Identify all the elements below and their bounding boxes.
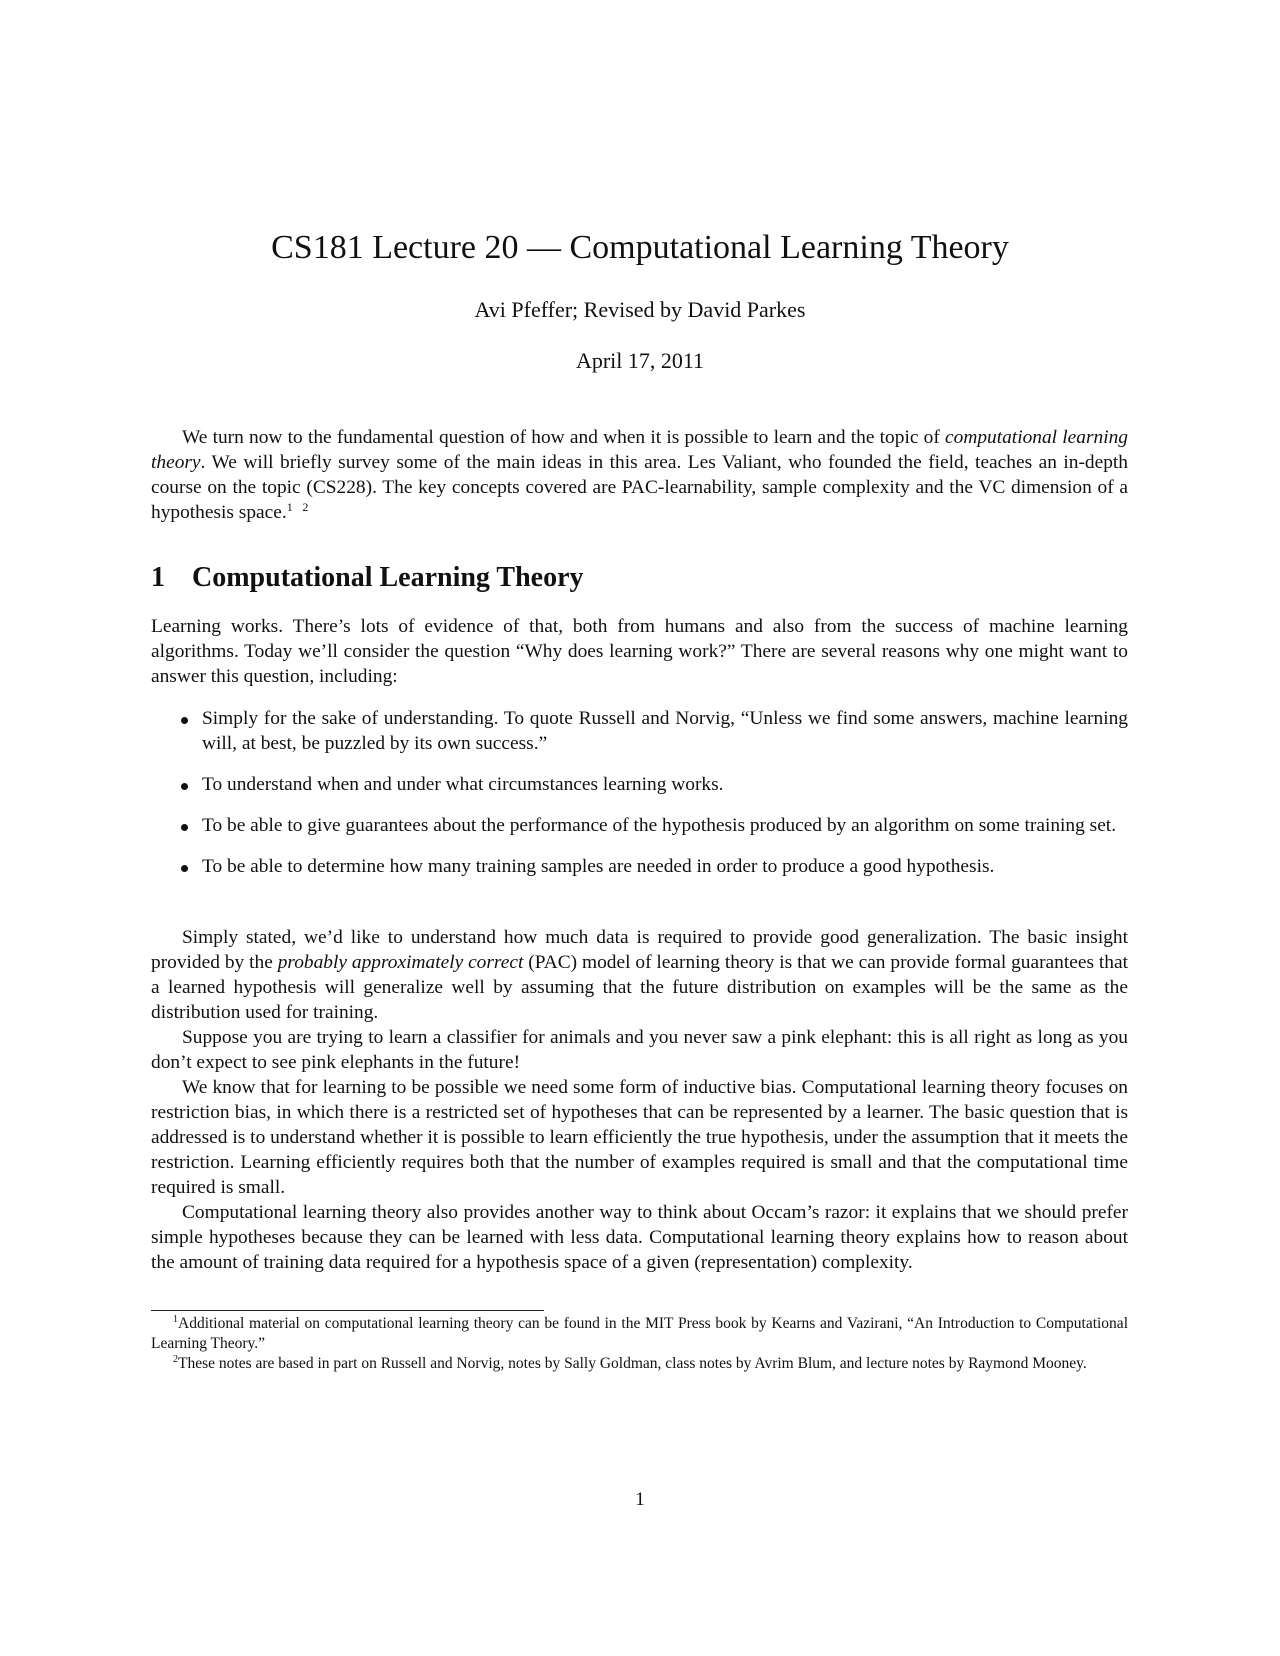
footnote-2-text: These notes are based in part on Russell and Norvig, notes by Sally Goldman, class notes by Avrim Blum, and lecture notes by Raymond Mooney. xyxy=(178,1355,1087,1372)
paragraph-elephant: Suppose you are trying to learn a classifier for animals and you never saw a pink elephant: this is all right as long as you don’t expect to see pink elephants in the future! xyxy=(151,1027,1128,1073)
list-item-text: To be able to determine how many training samples are needed in order to produce a good hypothesis. xyxy=(202,856,995,877)
section-title: Computational Learning Theory xyxy=(192,562,584,593)
page-number: 1 xyxy=(635,1489,645,1510)
paragraph-pac-start: Simply stated, we’d like to understand how much data is required to provide good generalization. The basic insight provided by the xyxy=(151,927,1128,973)
paragraph-pac xyxy=(151,925,1128,1025)
list-item-text: Simply for the sake of understanding. To quote Russell and Norvig, “Unless we find some answers, machine learning will, at best, be puzzled by its own success.” xyxy=(202,708,1128,754)
list-item xyxy=(151,854,1128,879)
list-item xyxy=(151,772,1128,797)
bullet-icon xyxy=(181,865,188,872)
abstract-text-start: We turn now to the fundamental question of how and when it is possible to learn and the topic of xyxy=(182,427,946,448)
footnote-ref-1[interactable]: 1 xyxy=(286,500,293,514)
paragraph-inductive-bias: We know that for learning to be possible we need some form of inductive bias. Computational learning theory focuses on restriction bias, in which there is a restricted set of hypotheses that can be represented by a learner. The basic question that is addressed is to understand whether it is possible to learn efficiently the true hypothesis, under the assumption that it meets the restriction. Learning efficiently requires both that the number of examples required is small and that the computational time required is small. xyxy=(151,1077,1128,1198)
list-item-text: To be able to give guarantees about the performance of the hypothesis produced by an algorithm on some training set. xyxy=(202,815,1117,836)
document-author: Avi Pfeffer; Revised by David Parkes xyxy=(474,297,806,322)
footnote-2 xyxy=(151,1354,1128,1374)
footnote-1 xyxy=(151,1314,1128,1354)
list-item xyxy=(151,813,1128,838)
abstract-text-end: . We will briefly survey some of the main ideas in this area. Les Valiant, who founded the field, teaches an in-depth course on the topic (CS228). The key concepts covered are PAC-learnability, sample complexity and the VC dimension of a hypothesis space. xyxy=(151,452,1128,523)
bullet-icon xyxy=(181,783,188,790)
paragraph-pac-end: (PAC) model of learning theory is that we can provide formal guarantees that a learned hypothesis will generalize well by assuming that the future distribution on examples will be the same as the distribution used for training. xyxy=(151,952,1128,1023)
list-item-text: To understand when and under what circumstances learning works. xyxy=(202,774,724,795)
section-heading xyxy=(151,560,584,596)
document-title: CS181 Lecture 20 — Computational Learning Theory xyxy=(271,229,1009,266)
abstract-paragraph xyxy=(151,425,1128,525)
reasons-list xyxy=(151,706,1128,895)
document-date: April 17, 2011 xyxy=(575,348,705,373)
paragraph-pac-italic: probably approximately correct xyxy=(277,952,524,973)
footnotes xyxy=(151,1314,1128,1374)
footnote-1-text: Additional material on computational learning theory can be found in the MIT Press book by Kearns and Vazirani, “An Introduction to Computational Learning Theory.” xyxy=(151,1315,1128,1352)
list-item xyxy=(151,706,1128,756)
intro-paragraph: Learning works. There’s lots of evidence of that, both from humans and also from the success of machine learning algorithms. Today we’ll consider the question “Why does learning work?” There are several reasons why one might want to answer this question, including: xyxy=(151,616,1128,687)
abstract-italic-term: computational learning theory xyxy=(151,427,1128,473)
section-number: 1 xyxy=(151,562,165,593)
footnote-2-mark: 2 xyxy=(173,1354,178,1365)
bullet-icon xyxy=(181,717,188,724)
footnote-ref-2[interactable]: 2 xyxy=(302,500,309,514)
bullet-icon xyxy=(181,824,188,831)
paragraph-occam: Computational learning theory also provides another way to think about Occam’s razor: it explains that we should prefer simple hypotheses because they can be learned with less data. Computational learning theory explains how to reason about the amount of training data required for a hypothesis space of a given (representation) complexity. xyxy=(151,1202,1128,1273)
footnote-1-mark: 1 xyxy=(173,1314,178,1325)
footnote-divider xyxy=(151,1310,544,1311)
main-paragraphs xyxy=(151,925,1128,1275)
